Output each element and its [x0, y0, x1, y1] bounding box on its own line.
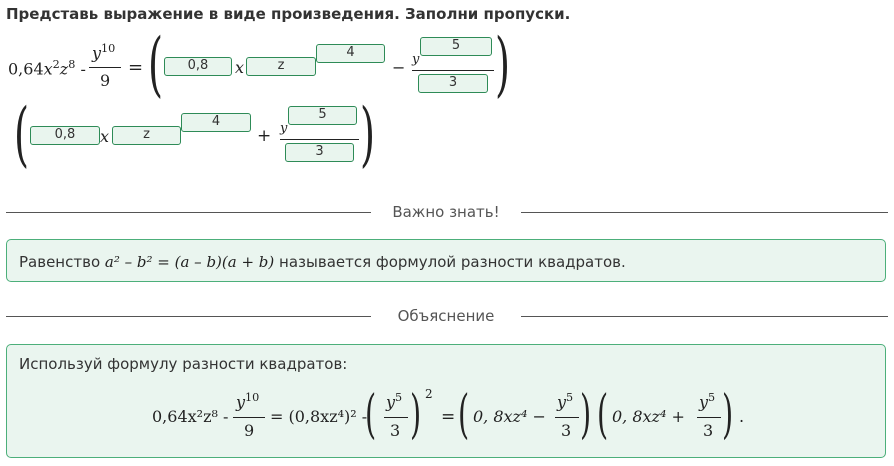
frac-line — [412, 70, 494, 71]
num-exp-input-2[interactable]: 5 — [288, 106, 357, 125]
task-title: Представь выражение в виде произведения. Заполни пропуски. — [6, 5, 571, 23]
divider-right-2 — [521, 316, 888, 317]
lhs-z-exp: 8 — [68, 58, 76, 71]
important-prefix: Равенство — [19, 253, 101, 271]
left-paren-2: ( — [14, 93, 30, 175]
divider-left — [6, 212, 371, 213]
expl-f2-line — [697, 417, 721, 418]
var-input[interactable]: z — [246, 57, 316, 76]
expl-f1-text: 0, 8xz⁴ − — [473, 407, 546, 426]
important-panel — [6, 239, 886, 282]
frac-line-2 — [280, 139, 359, 140]
right-paren: ) — [495, 23, 511, 105]
expl-end: . — [739, 407, 745, 426]
exp-input-2[interactable]: 4 — [181, 113, 251, 132]
den-input-2[interactable]: 3 — [285, 143, 354, 162]
x-var-2: x — [100, 127, 110, 146]
expl-frac-line — [233, 417, 265, 418]
plus-sign: + — [257, 126, 272, 146]
expl-f2-rparen: ) — [722, 385, 734, 445]
y-var-2: y — [280, 121, 288, 136]
expl-sq-lparen: ( — [365, 385, 377, 445]
minus-sign: − — [392, 58, 406, 77]
equals-sign: = — [128, 57, 144, 78]
important-formula: a² – b² = (a – b)(a + b) — [104, 253, 275, 271]
coef-input-2[interactable]: 0,8 — [30, 126, 100, 145]
important-suffix: называется формулой разности квадратов. — [279, 253, 626, 271]
equation-lhs — [8, 58, 86, 78]
left-paren: ( — [148, 23, 164, 105]
divider-right — [521, 212, 888, 213]
explanation-panel — [6, 344, 886, 458]
expl-lhs: 0,64x²z⁸ - — [152, 407, 229, 426]
expl-f2-text: 0, 8xz⁴ + — [612, 407, 685, 426]
exp-input[interactable]: 4 — [316, 44, 385, 63]
y-var: y — [412, 52, 420, 67]
coef-input[interactable]: 0,8 — [164, 57, 232, 76]
lhs-frac-line — [89, 67, 121, 68]
expl-sq-line — [384, 417, 408, 418]
var-input-2[interactable]: z — [112, 126, 181, 145]
den-input[interactable]: 3 — [418, 74, 488, 93]
expl-f1-den: 3 — [561, 421, 572, 440]
expl-f1-line — [555, 417, 579, 418]
num-exp-input[interactable]: 5 — [420, 37, 492, 56]
lhs-z: z — [59, 59, 69, 79]
right-paren-2: ) — [360, 93, 376, 175]
expl-f1-lparen: ( — [458, 385, 470, 445]
expl-sq-exp: 2 — [425, 387, 433, 401]
explanation-header: Объяснение — [397, 307, 495, 325]
expl-frac-num: $y^{10}$ — [236, 391, 260, 412]
divider-left-2 — [6, 316, 371, 317]
lhs-minus: - — [80, 59, 86, 79]
important-text — [19, 253, 626, 271]
lhs-x: x — [43, 59, 53, 79]
expl-sq-den: 3 — [390, 421, 401, 440]
expl-sq-num: $y^5$ — [386, 391, 403, 412]
expl-f1-rparen: ) — [580, 385, 592, 445]
x-var: x — [235, 58, 245, 77]
expl-f2-den: 3 — [703, 421, 714, 440]
lhs-frac-den: 9 — [100, 71, 111, 90]
expl-f2-num: $y^5$ — [699, 391, 716, 412]
lhs-frac-num: $y^{10}$ — [92, 42, 116, 63]
important-header: Важно знать! — [392, 203, 500, 221]
expl-f1-num: $y^5$ — [557, 391, 574, 412]
expl-sq-rparen: ) — [410, 385, 422, 445]
lhs-x-exp: 2 — [52, 58, 60, 71]
expl-mid: = (0,8xz⁴)² - — [270, 407, 368, 426]
expl-eq2: = — [441, 407, 456, 427]
lhs-coef: 0,64 — [8, 59, 44, 79]
expl-frac-den: 9 — [244, 421, 255, 440]
expl-f2-lparen: ( — [597, 385, 609, 445]
explanation-intro: Используй формулу разности квадратов: — [19, 355, 348, 373]
